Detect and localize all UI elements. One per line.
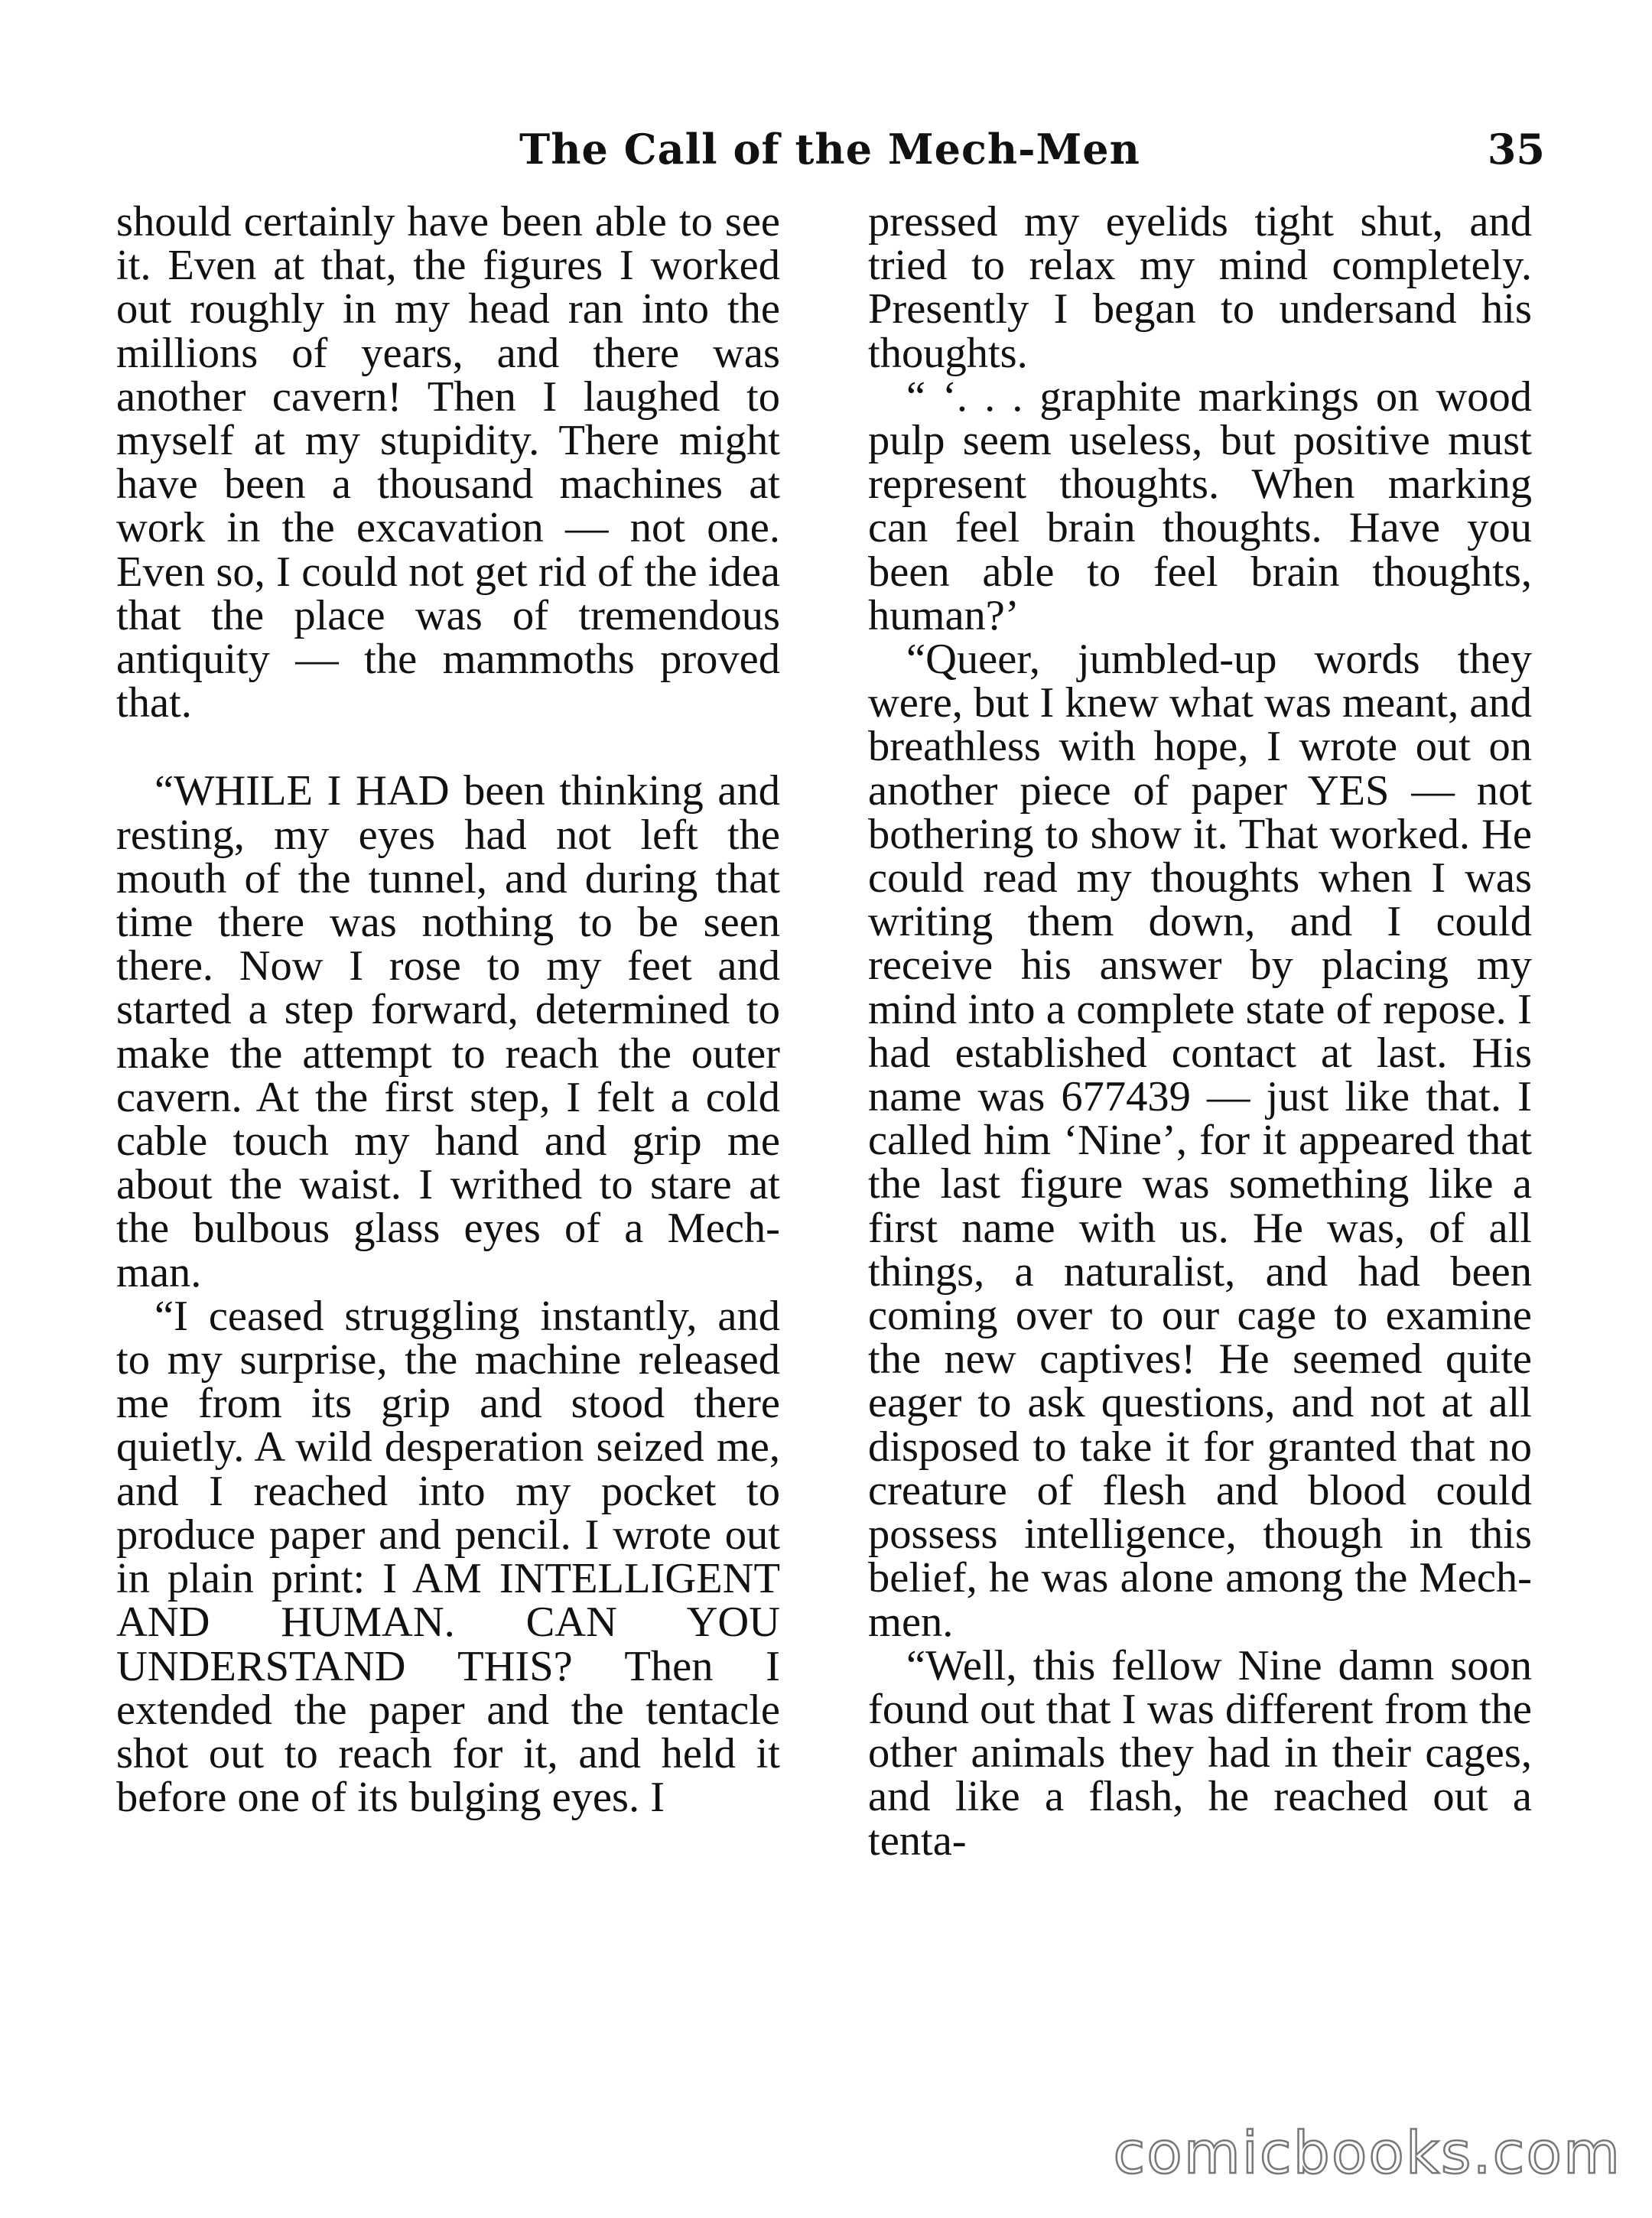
paragraph: “ ‘. . . graphite markings on wood pulp seem useless, but positive must represent thoughts. When marking can feel brain thoughts. Have you been able to feel brain thoughts, human?’ bbox=[868, 372, 1532, 639]
paragraph: pressed my eyelids tight shut, and tried to relax my mind completely. Presently I began to undersand his thoughts. bbox=[868, 198, 1532, 377]
paragraph: “I ceased struggling instantly, and to my surprise, the machine released me from its grip and stood there quietly. A wild desperation seized me, and I reached into my pocket to produce paper and pencil. I wrote out in plain print: I AM INTELLIGENT AND HUMAN. CAN YOU UNDERSTAND THIS? Then I extended the paper and the tentacle shot out to reach for it, and held it before one of its bulging eyes. I bbox=[116, 1292, 780, 1822]
page-number: 35 bbox=[1487, 125, 1545, 174]
paragraph: “WHILE I HAD been thinking and resting, my eyes had not left the mouth of the tunnel, and during that time there was nothing to be seen there. Now I rose to my feet and started a step forward, determined to make the attempt to reach the outer cavern. At the first step, I felt a cold cable touch my hand and grip me about the waist. I writhed to stare at the bulbous glass eyes of a Mech-man. bbox=[116, 767, 780, 1296]
running-title: The Call of the Mech-Men bbox=[519, 125, 1140, 174]
right-column bbox=[868, 200, 1532, 1863]
watermark: comicbooks.com bbox=[1113, 2119, 1621, 2187]
paragraph: “Well, this fellow Nine damn soon found out that I was different from the other animals they had in their cages, and like a flash, he reached out a tenta- bbox=[868, 1641, 1532, 1865]
paragraph: should certainly have been able to see it. Even at that, the figures I worked out roughly in my head ran into the millions of years, and there was another cavern! Then I laughed to myself at my stupidity. There might have been a thousand machines at work in the excavation — not one. Even so, I could not get rid of the idea that the place was of tremendous antiquity — the mammoths proved that. bbox=[116, 198, 780, 727]
running-header bbox=[115, 115, 1545, 184]
left-column bbox=[116, 200, 780, 1820]
paragraph: “Queer, jumbled-up words they were, but I knew what was meant, and breathless with hope, I wrote out on another piece of paper YES — not bothering to show it. That worked. He could read my thoughts when I was writing them down, and I could receive his answer by placing my mind into a complete state of repose. I had established contact at last. His name was 677439 — just like that. I called him ‘Nine’, for it appeared that the last figure was something like a first name with us. He was, of all things, a naturalist, and had been coming over to our cage to examine the new captives! He seemed quite eager to ask questions, and not at all disposed to take it for granted that no creature of flesh and blood could possess intelligence, though in this belief, he was alone among the Mech-men. bbox=[868, 636, 1532, 1646]
